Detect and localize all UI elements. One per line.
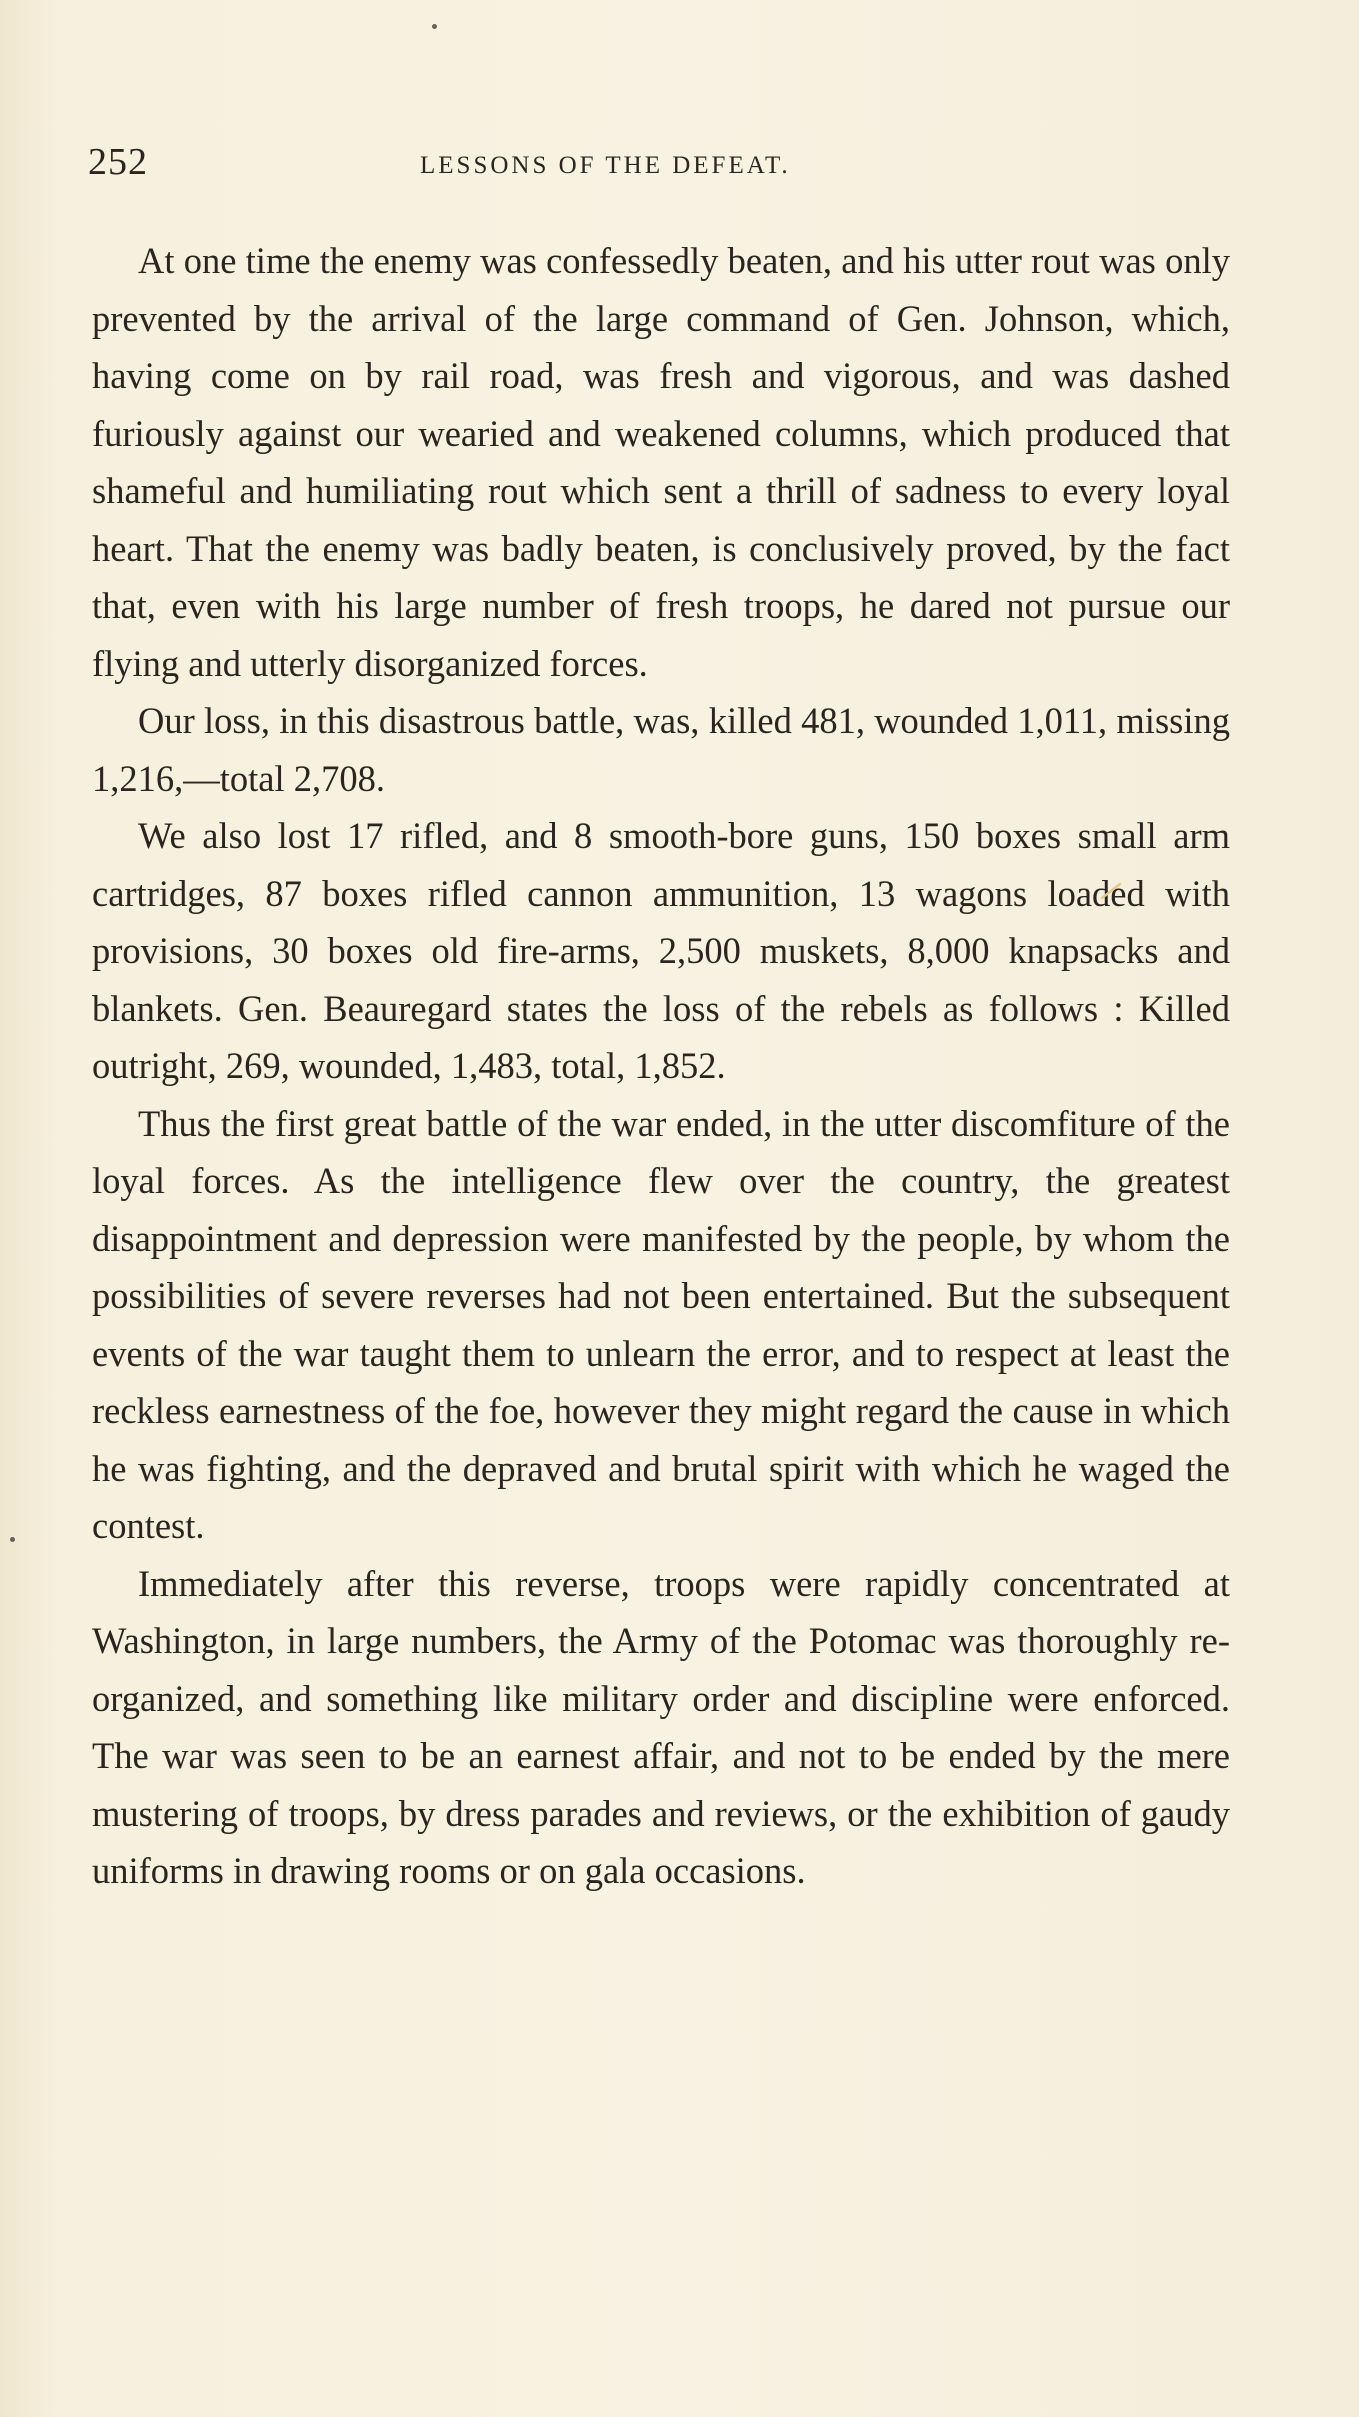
paragraph-4: Thus the first great battle of the war ended, in the utter discomfiture of the loyal forces. As the intelligence flew over the country, the greatest disappointment and depression were manifested by the people, by whom the possibilities of severe reverses had not been entertained. But the subsequent events of the war taught them to unlearn the error, and to respect at least the reckless earnestness of the foe, however they might regard the cause in which he was fighting, and the depraved and brutal spirit with which he waged the contest. xyxy=(92,1102,1230,1546)
paper-speck-margin xyxy=(10,1537,15,1542)
running-head: LESSONS OF THE DEFEAT. xyxy=(420,152,791,179)
paragraph-5: Immediately after this reverse, troops were rapidly concentrated at Washington, in large numbers, the Army of the Potomac was thoroughly re-organized, and something like military order and discipline were enforced. The war was seen to be an earnest affair, and not to be ended by the mere mustering of troops, by dress parades and reviews, or the exhibition of gaudy uniforms in drawing rooms or on gala occasions. xyxy=(92,1562,1230,1891)
paragraph-1: At one time the enemy was confessedly beaten, and his utter rout was only prevented by the arrival of the large command of Gen. Johnson, which, having come on by rail road, was fresh and vigorous, and was dashed furiously against our wearied and weakened columns, which produced that shameful and humiliating rout which sent a thrill of sadness to every loyal heart. That the enemy was badly beaten, is conclusively proved, by the fact that, even with his large number of fresh troops, he dared not pursue our flying and utterly disorganized forces. xyxy=(92,240,1230,684)
paragraph-2: Our loss, in this disastrous battle, was, killed 481, wounded 1,011, missing 1,216,—total 2,708. xyxy=(92,700,1230,799)
paper-speck-top xyxy=(432,24,437,29)
pencil-tick-mark xyxy=(1100,882,1122,900)
body-text xyxy=(92,232,1230,1900)
page-header xyxy=(88,140,1228,190)
paragraph-3: We also lost 17 rifled, and 8 smooth-bore guns, 150 boxes small arm cartridges, 87 boxes rifled cannon ammunition, 13 wagons loaded with provisions, 30 boxes old fire-arms, 2,500 muskets, 8,000 knapsacks and blankets. Gen. Beauregard states the loss of the rebels as follows : Killed outright, 269, wounded, 1,483, total, 1,852. xyxy=(92,815,1230,1086)
page-number: 252 xyxy=(88,141,148,183)
